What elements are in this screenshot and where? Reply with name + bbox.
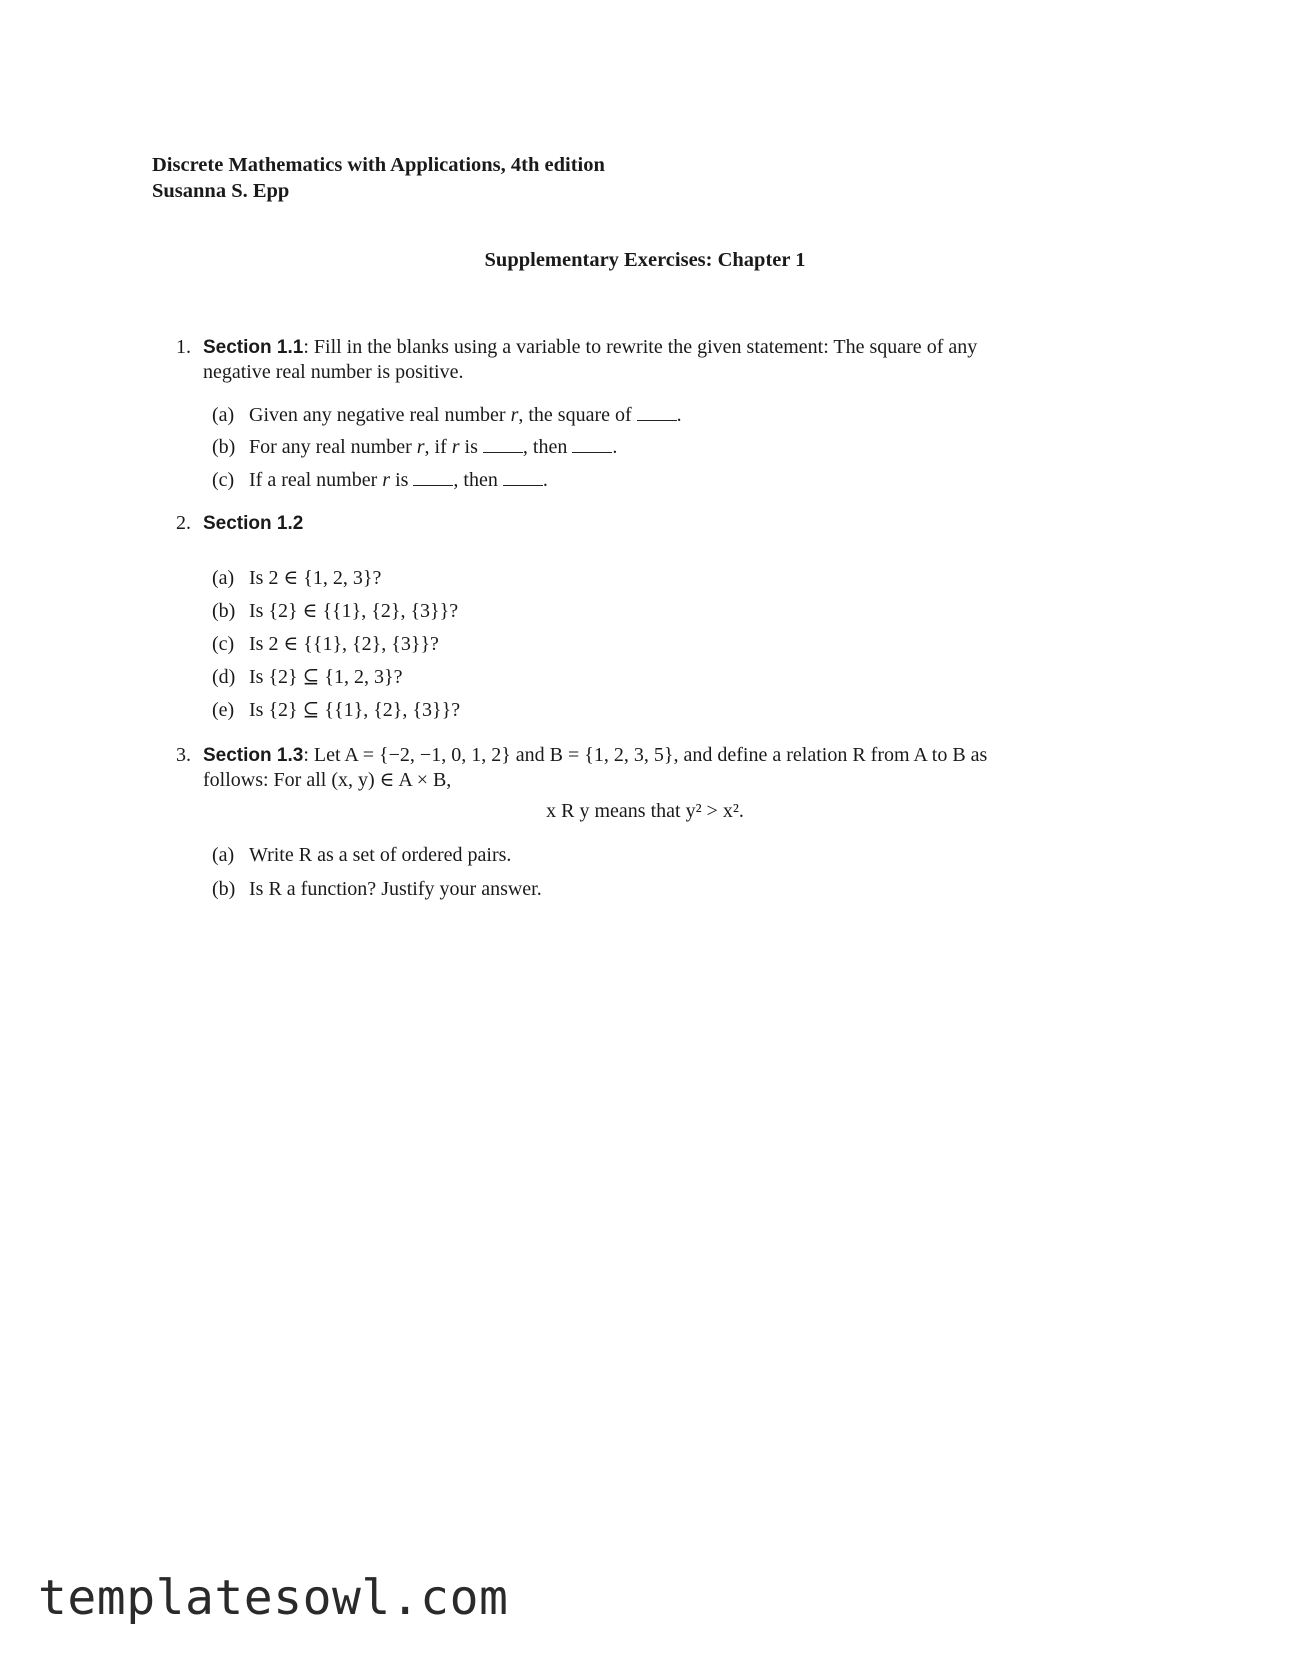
section-heading: Section 1.1 [203,337,304,358]
page-title: Supplementary Exercises: Chapter 1 [484,249,806,271]
question-text-line1: : Fill in the blanks using a variable to rewrite the given statement: The square of any [303,336,978,358]
question-text-line2: follows: For all (x, y) ∈ A × B, [203,769,452,791]
question-2 [176,511,1136,536]
q3-part-a: (a) Write R as a set of ordered pairs. [212,844,512,866]
blank [637,406,677,421]
q2-part-b: (b) Is {2} ∈ {{1}, {2}, {3}}? [212,600,459,622]
section-heading: Section 1.3 [203,745,304,766]
question-number: 2. [176,512,191,534]
question-number: 1. [176,336,191,358]
q2-part-a: (a) Is 2 ∈ {1, 2, 3}? [212,567,382,589]
question-number: 3. [176,744,191,766]
blank [572,438,612,453]
q2-part-c: (c) Is 2 ∈ {{1}, {2}, {3}}? [212,633,439,655]
q1-part-a: (a) Given any negative real number r, the square of . [212,404,682,426]
q3-part-b: (b) Is R a function? Justify your answer. [212,878,542,900]
blank [503,471,543,486]
display-equation: x R y means that y² > x². [546,800,744,822]
blank [483,438,523,453]
author: Susanna S. Epp [152,180,290,202]
q1-part-b: (b) For any real number r, if r is , then . [212,436,618,458]
watermark: templatesowl.com [38,1570,509,1626]
question-text-line1: : Let A = {−2, −1, 0, 1, 2} and B = {1, 2, 3, 5}, and define a relation R from A to B as [303,744,988,766]
q2-part-e: (e) Is {2} ⊆ {{1}, {2}, {3}}? [212,699,461,721]
q2-part-d: (d) Is {2} ⊆ {1, 2, 3}? [212,666,403,688]
book-title: Discrete Mathematics with Applications, 4th edition [152,154,605,176]
question-1 [176,335,1136,385]
q1-part-c: (c) If a real number r is , then . [212,469,548,491]
question-text-line2: negative real number is positive. [203,361,464,383]
question-3 [176,743,1136,793]
blank [413,471,453,486]
section-heading: Section 1.2 [203,513,304,534]
document-header [152,152,605,204]
